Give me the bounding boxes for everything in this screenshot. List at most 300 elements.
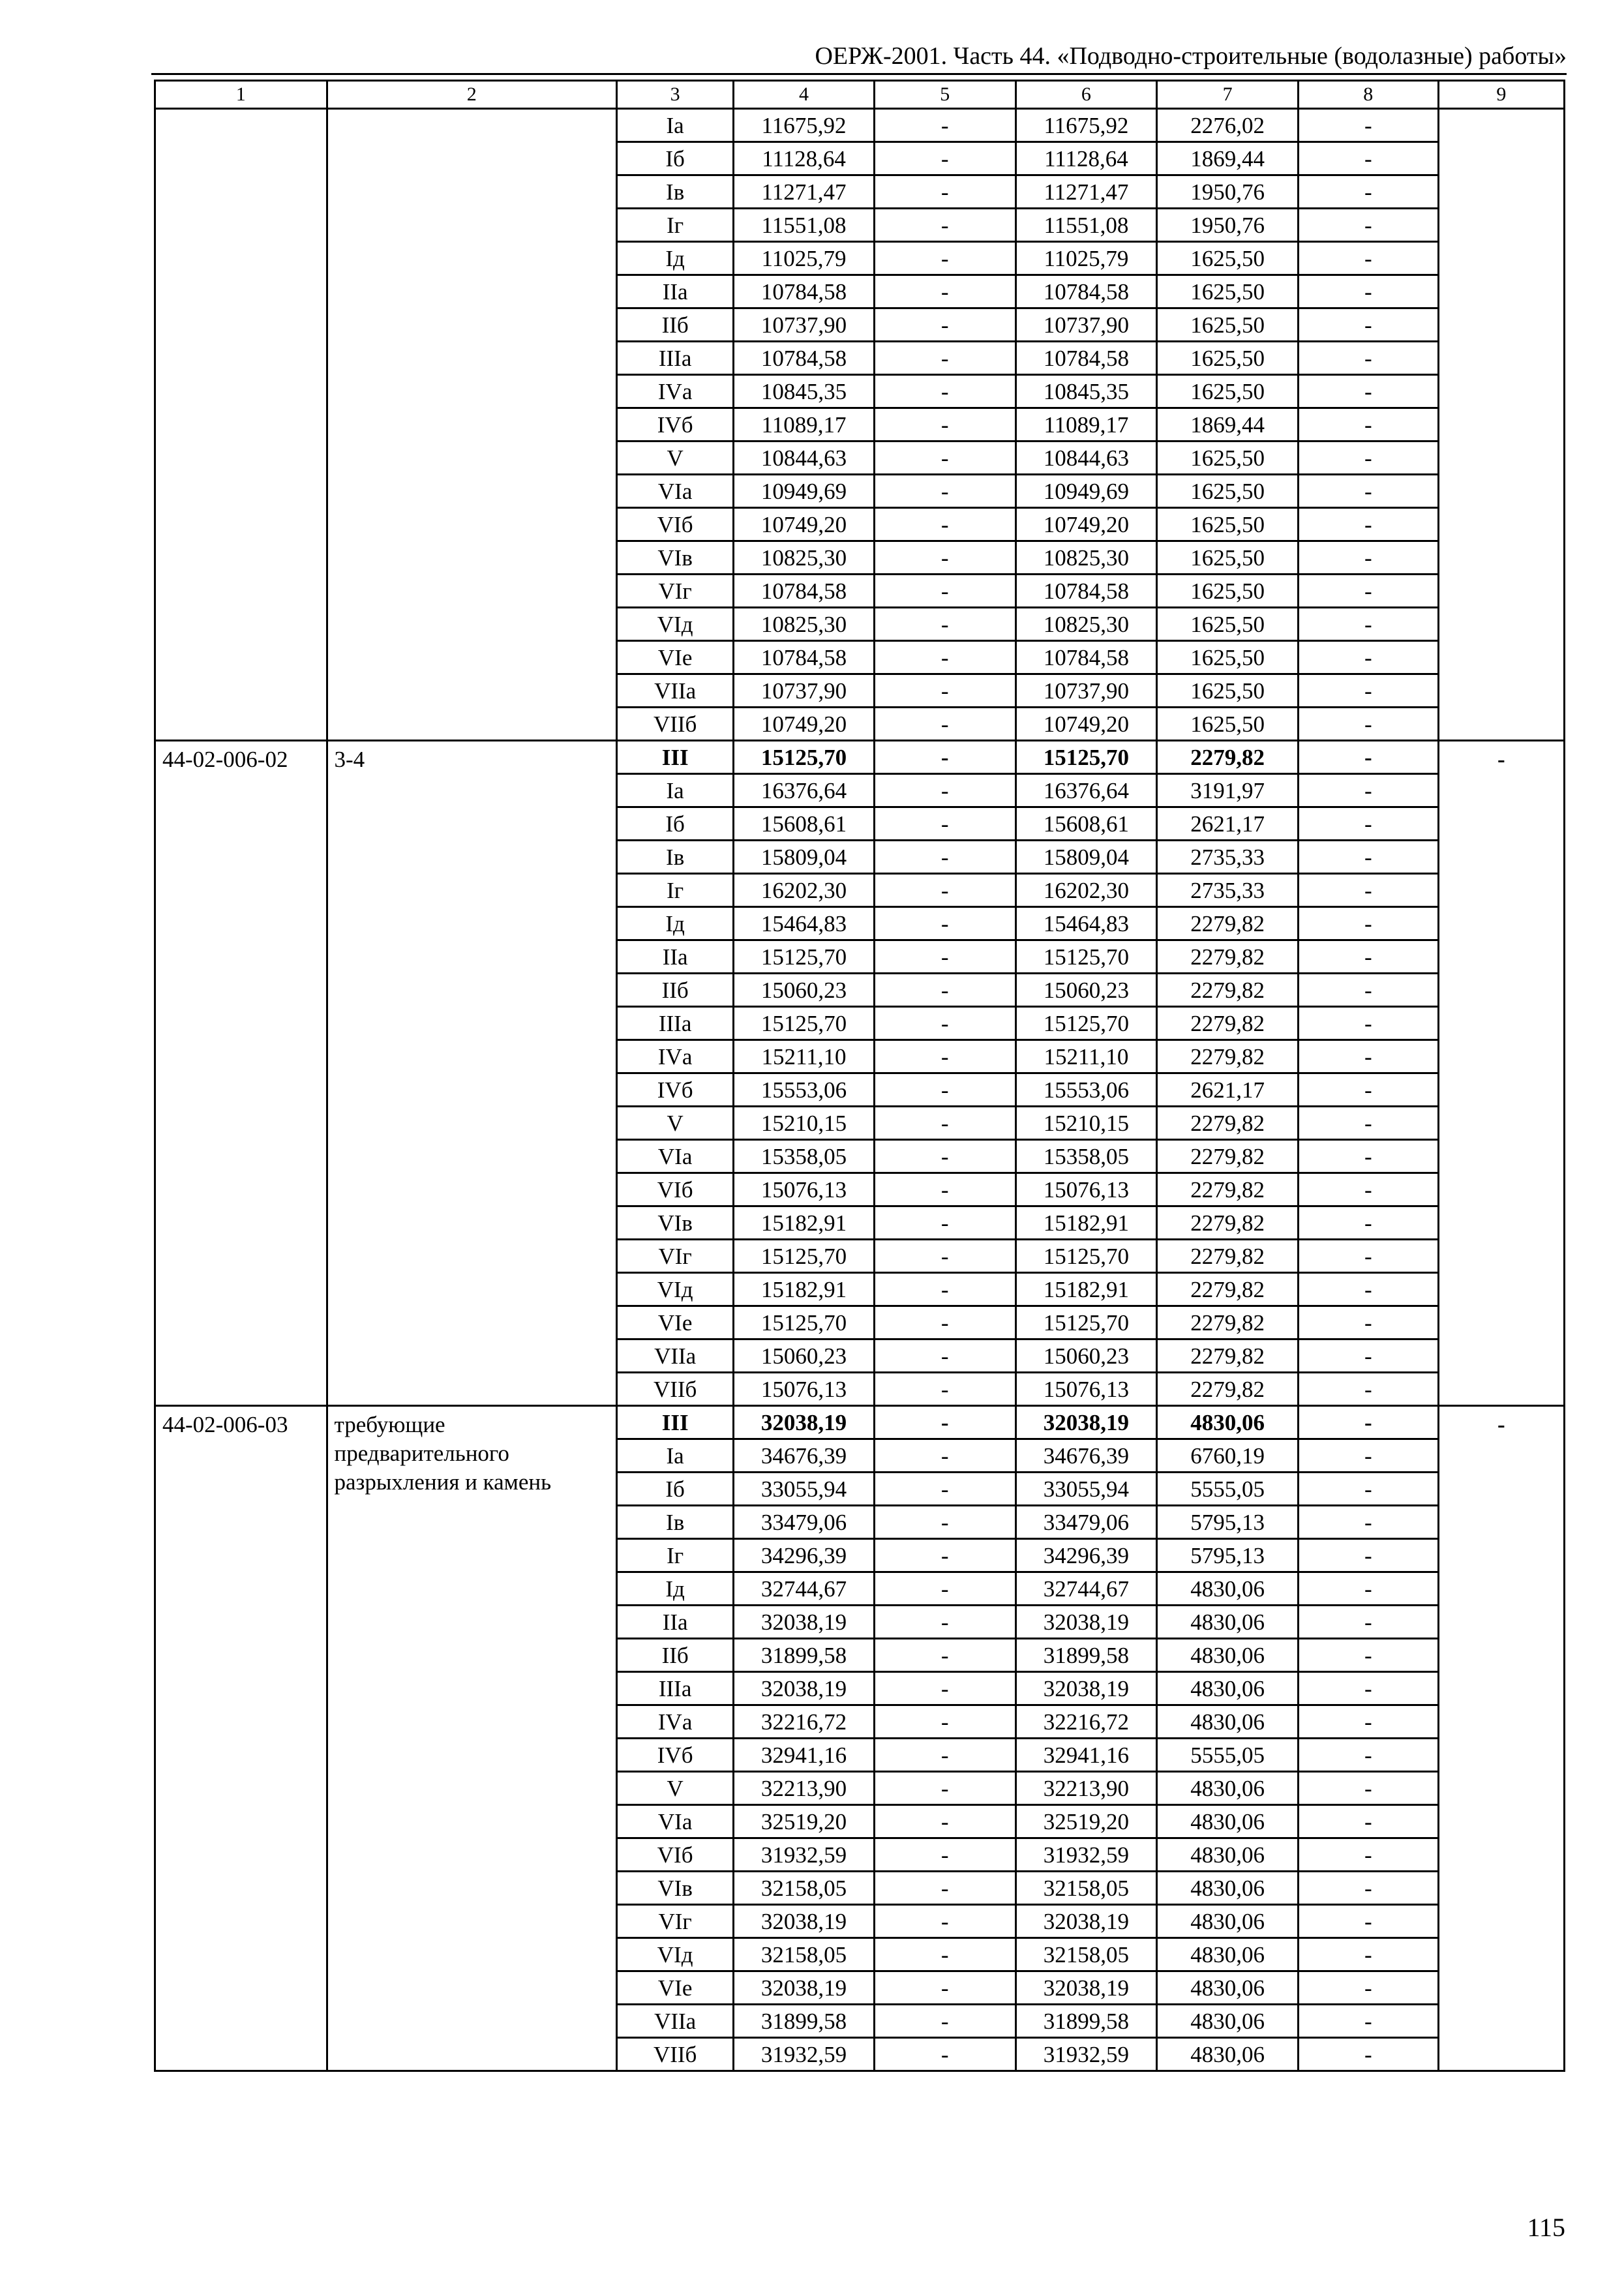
value-cell: 11128,64 <box>734 142 875 175</box>
value-cell: 33479,06 <box>734 1506 875 1539</box>
value-cell: - <box>874 441 1015 475</box>
value-cell: 4830,06 <box>1157 2005 1299 2038</box>
value-cell: - <box>1298 1572 1438 1606</box>
zone-cell: VIв <box>617 1872 734 1905</box>
value-cell: - <box>874 1739 1015 1772</box>
value-cell: - <box>1298 974 1438 1007</box>
value-cell: 5555,05 <box>1157 1473 1299 1506</box>
value-cell: 11675,92 <box>734 109 875 142</box>
value-cell: - <box>1298 1872 1438 1905</box>
value-cell: 5795,13 <box>1157 1539 1299 1572</box>
value-cell: - <box>1298 1473 1438 1506</box>
zone-cell: IVб <box>617 1073 734 1107</box>
value-cell: 4830,06 <box>1157 1406 1299 1439</box>
value-cell: 15076,13 <box>1015 1173 1157 1206</box>
value-cell: 10949,69 <box>1015 475 1157 508</box>
value-cell: 10784,58 <box>734 275 875 308</box>
value-cell: 32941,16 <box>1015 1739 1157 1772</box>
value-cell: 10737,90 <box>1015 308 1157 342</box>
column-9-cell: - <box>1438 1406 1564 2071</box>
value-cell: 10749,20 <box>734 708 875 741</box>
value-cell: - <box>874 1473 1015 1506</box>
value-cell: 4830,06 <box>1157 1639 1299 1672</box>
value-cell: - <box>1298 708 1438 741</box>
value-cell: 15125,70 <box>1015 1306 1157 1339</box>
value-cell: - <box>1298 308 1438 342</box>
value-cell: 1625,50 <box>1157 275 1299 308</box>
value-cell: 11089,17 <box>734 408 875 441</box>
value-cell: 1625,50 <box>1157 242 1299 275</box>
value-cell: 11271,47 <box>1015 175 1157 209</box>
value-cell: - <box>1298 1339 1438 1373</box>
header-rule <box>151 73 1567 75</box>
value-cell: - <box>1298 575 1438 608</box>
column-9-cell <box>1438 109 1564 741</box>
value-cell: 15182,91 <box>734 1206 875 1240</box>
value-cell: - <box>1298 475 1438 508</box>
value-cell: - <box>874 1639 1015 1672</box>
value-cell: - <box>1298 874 1438 907</box>
zone-cell: III <box>617 741 734 774</box>
value-cell: - <box>874 175 1015 209</box>
value-cell: 4830,06 <box>1157 1572 1299 1606</box>
value-cell: 31899,58 <box>734 2005 875 2038</box>
zone-cell: V <box>617 1772 734 1805</box>
zone-cell: Iв <box>617 1506 734 1539</box>
value-cell: 16202,30 <box>1015 874 1157 907</box>
zone-cell: Iв <box>617 175 734 209</box>
value-cell: 2279,82 <box>1157 1206 1299 1240</box>
zone-cell: VIд <box>617 1273 734 1306</box>
zone-cell: VIб <box>617 1838 734 1872</box>
value-cell: 15182,91 <box>1015 1206 1157 1240</box>
value-cell: - <box>1298 541 1438 575</box>
value-cell: - <box>1298 807 1438 841</box>
value-cell: 4830,06 <box>1157 1606 1299 1639</box>
value-cell: 32038,19 <box>734 1971 875 2005</box>
column-9-cell: - <box>1438 741 1564 1406</box>
value-cell: 10749,20 <box>734 508 875 541</box>
value-cell: 15125,70 <box>1015 940 1157 974</box>
value-cell: 10784,58 <box>734 342 875 375</box>
zone-cell: VIIа <box>617 2005 734 2038</box>
value-cell: 32038,19 <box>1015 1406 1157 1439</box>
value-cell: - <box>874 342 1015 375</box>
rate-name-cell: требующие предварительного разрыхления и камень <box>327 1406 617 2071</box>
value-cell: - <box>874 541 1015 575</box>
value-cell: - <box>874 142 1015 175</box>
value-cell: 10844,63 <box>734 441 875 475</box>
zone-cell: VIа <box>617 1805 734 1838</box>
value-cell: 32158,05 <box>734 1872 875 1905</box>
value-cell: 10825,30 <box>734 541 875 575</box>
zone-cell: IIIа <box>617 1672 734 1705</box>
zone-cell: Iб <box>617 807 734 841</box>
value-cell: - <box>874 741 1015 774</box>
value-cell: - <box>874 940 1015 974</box>
column-header: 8 <box>1298 81 1438 109</box>
page-number: 115 <box>1527 2213 1565 2242</box>
value-cell: - <box>874 774 1015 807</box>
value-cell: - <box>1298 1273 1438 1306</box>
value-cell: 15809,04 <box>1015 841 1157 874</box>
value-cell: 1869,44 <box>1157 142 1299 175</box>
zone-cell: Iв <box>617 841 734 874</box>
value-cell: - <box>1298 1439 1438 1473</box>
zone-cell: Iг <box>617 1539 734 1572</box>
value-cell: 2279,82 <box>1157 1339 1299 1373</box>
table-row <box>155 109 1565 142</box>
value-cell: 15125,70 <box>734 1007 875 1040</box>
zone-cell: VIIб <box>617 2038 734 2071</box>
column-header: 1 <box>155 81 327 109</box>
zone-cell: VIа <box>617 475 734 508</box>
value-cell: 16202,30 <box>734 874 875 907</box>
value-cell: - <box>874 1838 1015 1872</box>
value-cell: - <box>874 1905 1015 1938</box>
value-cell: - <box>874 109 1015 142</box>
value-cell: 10825,30 <box>1015 541 1157 575</box>
value-cell: - <box>874 275 1015 308</box>
value-cell: 34296,39 <box>1015 1539 1157 1572</box>
value-cell: 1625,50 <box>1157 441 1299 475</box>
value-cell: - <box>874 2038 1015 2071</box>
value-cell: - <box>1298 1739 1438 1772</box>
value-cell: 15358,05 <box>1015 1140 1157 1173</box>
value-cell: 4830,06 <box>1157 1772 1299 1805</box>
value-cell: 33055,94 <box>734 1473 875 1506</box>
zone-cell: IIа <box>617 940 734 974</box>
table-body <box>155 109 1565 2071</box>
value-cell: - <box>874 974 1015 1007</box>
value-cell: - <box>874 1506 1015 1539</box>
value-cell: 16376,64 <box>734 774 875 807</box>
value-cell: 2279,82 <box>1157 907 1299 940</box>
value-cell: 11551,08 <box>1015 209 1157 242</box>
value-cell: 34296,39 <box>734 1539 875 1572</box>
value-cell: - <box>874 1606 1015 1639</box>
value-cell: - <box>1298 242 1438 275</box>
value-cell: 1625,50 <box>1157 575 1299 608</box>
table-row <box>155 741 1565 774</box>
value-cell: 2279,82 <box>1157 974 1299 1007</box>
zone-cell: IIIа <box>617 342 734 375</box>
zone-cell: Iб <box>617 1473 734 1506</box>
value-cell: - <box>1298 375 1438 408</box>
value-cell: - <box>1298 109 1438 142</box>
value-cell: 10825,30 <box>734 608 875 641</box>
value-cell: 10825,30 <box>1015 608 1157 641</box>
value-cell: 32038,19 <box>734 1606 875 1639</box>
value-cell: 10749,20 <box>1015 508 1157 541</box>
value-cell: 2279,82 <box>1157 1273 1299 1306</box>
value-cell: 11675,92 <box>1015 109 1157 142</box>
value-cell: - <box>1298 608 1438 641</box>
value-cell: 32744,67 <box>1015 1572 1157 1606</box>
rate-name-cell <box>327 109 617 741</box>
value-cell: 15060,23 <box>1015 974 1157 1007</box>
zone-cell: III <box>617 1406 734 1439</box>
value-cell: - <box>874 1872 1015 1905</box>
value-cell: - <box>874 1938 1015 1971</box>
value-cell: 10784,58 <box>1015 641 1157 674</box>
column-header: 2 <box>327 81 617 109</box>
zone-cell: VIд <box>617 1938 734 1971</box>
value-cell: 33479,06 <box>1015 1506 1157 1539</box>
rate-code-cell: 44-02-006-03 <box>155 1406 327 2071</box>
value-cell: 15809,04 <box>734 841 875 874</box>
zone-cell: VIе <box>617 1306 734 1339</box>
value-cell: 1950,76 <box>1157 209 1299 242</box>
value-cell: 10784,58 <box>734 575 875 608</box>
zone-cell: IIб <box>617 974 734 1007</box>
value-cell: 2279,82 <box>1157 741 1299 774</box>
value-cell: 1625,50 <box>1157 708 1299 741</box>
value-cell: - <box>1298 1140 1438 1173</box>
value-cell: 32038,19 <box>1015 1672 1157 1705</box>
value-cell: 1625,50 <box>1157 475 1299 508</box>
value-cell: 15076,13 <box>734 1373 875 1406</box>
rates-table <box>154 80 1565 2072</box>
value-cell: - <box>1298 940 1438 974</box>
zone-cell: IVа <box>617 375 734 408</box>
value-cell: - <box>1298 741 1438 774</box>
value-cell: - <box>1298 508 1438 541</box>
zone-cell: IVа <box>617 1040 734 1073</box>
zone-cell: IIа <box>617 1606 734 1639</box>
value-cell: - <box>874 608 1015 641</box>
zone-cell: VIб <box>617 508 734 541</box>
value-cell: 32158,05 <box>1015 1872 1157 1905</box>
value-cell: 10784,58 <box>1015 575 1157 608</box>
value-cell: - <box>1298 1971 1438 2005</box>
zone-cell: IIIа <box>617 1007 734 1040</box>
zone-cell: VIIа <box>617 1339 734 1373</box>
value-cell: 32519,20 <box>734 1805 875 1838</box>
value-cell: 10784,58 <box>734 641 875 674</box>
value-cell: 5555,05 <box>1157 1739 1299 1772</box>
value-cell: - <box>1298 1373 1438 1406</box>
value-cell: 33055,94 <box>1015 1473 1157 1506</box>
value-cell: 32941,16 <box>734 1739 875 1772</box>
value-cell: - <box>874 575 1015 608</box>
value-cell: 15210,15 <box>734 1107 875 1140</box>
value-cell: 15182,91 <box>734 1273 875 1306</box>
value-cell: 11271,47 <box>734 175 875 209</box>
zone-cell: Iд <box>617 907 734 940</box>
value-cell: - <box>874 1273 1015 1306</box>
value-cell: 31932,59 <box>1015 1838 1157 1872</box>
column-header: 9 <box>1438 81 1564 109</box>
value-cell: - <box>1298 1040 1438 1073</box>
value-cell: - <box>874 2005 1015 2038</box>
value-cell: 1625,50 <box>1157 508 1299 541</box>
zone-cell: Iд <box>617 242 734 275</box>
value-cell: 1625,50 <box>1157 608 1299 641</box>
value-cell: 15076,13 <box>734 1173 875 1206</box>
value-cell: 1869,44 <box>1157 408 1299 441</box>
zone-cell: Iг <box>617 209 734 242</box>
value-cell: - <box>1298 774 1438 807</box>
value-cell: 10784,58 <box>1015 275 1157 308</box>
value-cell: - <box>874 1306 1015 1339</box>
value-cell: - <box>1298 907 1438 940</box>
value-cell: 15060,23 <box>1015 1339 1157 1373</box>
value-cell: - <box>1298 1506 1438 1539</box>
value-cell: - <box>1298 342 1438 375</box>
value-cell: 10737,90 <box>734 308 875 342</box>
zone-cell: IVб <box>617 408 734 441</box>
value-cell: 1950,76 <box>1157 175 1299 209</box>
value-cell: - <box>874 1971 1015 2005</box>
value-cell: 2279,82 <box>1157 1240 1299 1273</box>
value-cell: - <box>874 242 1015 275</box>
value-cell: - <box>1298 275 1438 308</box>
value-cell: 10949,69 <box>734 475 875 508</box>
value-cell: - <box>1298 441 1438 475</box>
column-number-row <box>155 81 1565 109</box>
value-cell: - <box>874 1173 1015 1206</box>
value-cell: 10845,35 <box>734 375 875 408</box>
value-cell: - <box>1298 1838 1438 1872</box>
value-cell: 15060,23 <box>734 1339 875 1373</box>
value-cell: - <box>874 1007 1015 1040</box>
page-header-title: ОЕРЖ-2001. Часть 44. «Подводно-строительные (водолазные) работы» <box>815 42 1567 70</box>
value-cell: 32744,67 <box>734 1572 875 1606</box>
value-cell: 32038,19 <box>734 1905 875 1938</box>
value-cell: 2621,17 <box>1157 807 1299 841</box>
value-cell: - <box>1298 1805 1438 1838</box>
value-cell: - <box>874 375 1015 408</box>
value-cell: 34676,39 <box>1015 1439 1157 1473</box>
value-cell: - <box>874 841 1015 874</box>
value-cell: - <box>1298 209 1438 242</box>
value-cell: - <box>874 807 1015 841</box>
value-cell: 1625,50 <box>1157 342 1299 375</box>
value-cell: - <box>874 1672 1015 1705</box>
value-cell: - <box>874 1772 1015 1805</box>
value-cell: 32158,05 <box>1015 1938 1157 1971</box>
zone-cell: IIа <box>617 275 734 308</box>
value-cell: 2279,82 <box>1157 1373 1299 1406</box>
rate-code-cell <box>155 109 327 741</box>
zone-cell: VIIа <box>617 674 734 708</box>
value-cell: 3191,97 <box>1157 774 1299 807</box>
value-cell: 4830,06 <box>1157 2038 1299 2071</box>
value-cell: 34676,39 <box>734 1439 875 1473</box>
value-cell: - <box>874 1240 1015 1273</box>
column-header: 3 <box>617 81 734 109</box>
value-cell: - <box>874 874 1015 907</box>
zone-cell: VIа <box>617 1140 734 1173</box>
value-cell: - <box>874 508 1015 541</box>
value-cell: 32038,19 <box>1015 1606 1157 1639</box>
value-cell: 31932,59 <box>734 1838 875 1872</box>
value-cell: 11551,08 <box>734 209 875 242</box>
value-cell: 15608,61 <box>734 807 875 841</box>
value-cell: 1625,50 <box>1157 308 1299 342</box>
value-cell: - <box>874 1040 1015 1073</box>
value-cell: - <box>1298 1240 1438 1273</box>
value-cell: 1625,50 <box>1157 674 1299 708</box>
value-cell: 2279,82 <box>1157 1173 1299 1206</box>
zone-cell: VIв <box>617 1206 734 1240</box>
value-cell: - <box>1298 1705 1438 1739</box>
value-cell: - <box>874 1406 1015 1439</box>
value-cell: 4830,06 <box>1157 1905 1299 1938</box>
zone-cell: VIг <box>617 1240 734 1273</box>
value-cell: 32038,19 <box>1015 1971 1157 2005</box>
value-cell: - <box>874 475 1015 508</box>
column-header: 5 <box>874 81 1015 109</box>
value-cell: 2735,33 <box>1157 841 1299 874</box>
value-cell: - <box>1298 641 1438 674</box>
zone-cell: VIIб <box>617 708 734 741</box>
value-cell: 10737,90 <box>1015 674 1157 708</box>
zone-cell: VIд <box>617 608 734 641</box>
value-cell: 4830,06 <box>1157 1672 1299 1705</box>
value-cell: - <box>874 1107 1015 1140</box>
value-cell: 10844,63 <box>1015 441 1157 475</box>
zone-cell: IIб <box>617 308 734 342</box>
zone-cell: VIе <box>617 1971 734 2005</box>
value-cell: 32519,20 <box>1015 1805 1157 1838</box>
value-cell: - <box>874 1206 1015 1240</box>
value-cell: 2276,02 <box>1157 109 1299 142</box>
value-cell: 4830,06 <box>1157 1805 1299 1838</box>
value-cell: 15358,05 <box>734 1140 875 1173</box>
value-cell: 4830,06 <box>1157 1971 1299 2005</box>
zone-cell: VIб <box>617 1173 734 1206</box>
value-cell: 15076,13 <box>1015 1373 1157 1406</box>
value-cell: 10737,90 <box>734 674 875 708</box>
value-cell: - <box>1298 1073 1438 1107</box>
zone-cell: Iг <box>617 874 734 907</box>
value-cell: 15125,70 <box>734 1240 875 1273</box>
value-cell: 15125,70 <box>1015 1007 1157 1040</box>
value-cell: - <box>1298 674 1438 708</box>
value-cell: 32038,19 <box>1015 1905 1157 1938</box>
value-cell: 32213,90 <box>1015 1772 1157 1805</box>
value-cell: - <box>874 641 1015 674</box>
zone-cell: IVа <box>617 1705 734 1739</box>
value-cell: 32213,90 <box>734 1772 875 1805</box>
value-cell: - <box>874 1539 1015 1572</box>
value-cell: 10845,35 <box>1015 375 1157 408</box>
value-cell: - <box>1298 2038 1438 2071</box>
value-cell: 1625,50 <box>1157 375 1299 408</box>
value-cell: - <box>1298 1639 1438 1672</box>
value-cell: - <box>1298 1406 1438 1439</box>
value-cell: 2279,82 <box>1157 1306 1299 1339</box>
value-cell: 31899,58 <box>1015 1639 1157 1672</box>
value-cell: 15125,70 <box>1015 741 1157 774</box>
value-cell: 11089,17 <box>1015 408 1157 441</box>
value-cell: 15464,83 <box>734 907 875 940</box>
value-cell: - <box>1298 1206 1438 1240</box>
value-cell: - <box>874 1373 1015 1406</box>
value-cell: 15125,70 <box>734 741 875 774</box>
value-cell: 4830,06 <box>1157 1705 1299 1739</box>
value-cell: - <box>1298 1007 1438 1040</box>
rate-code-cell: 44-02-006-02 <box>155 741 327 1406</box>
value-cell: - <box>874 209 1015 242</box>
value-cell: - <box>1298 841 1438 874</box>
value-cell: 15553,06 <box>734 1073 875 1107</box>
value-cell: - <box>874 1805 1015 1838</box>
value-cell: 4830,06 <box>1157 1938 1299 1971</box>
value-cell: - <box>874 1073 1015 1107</box>
